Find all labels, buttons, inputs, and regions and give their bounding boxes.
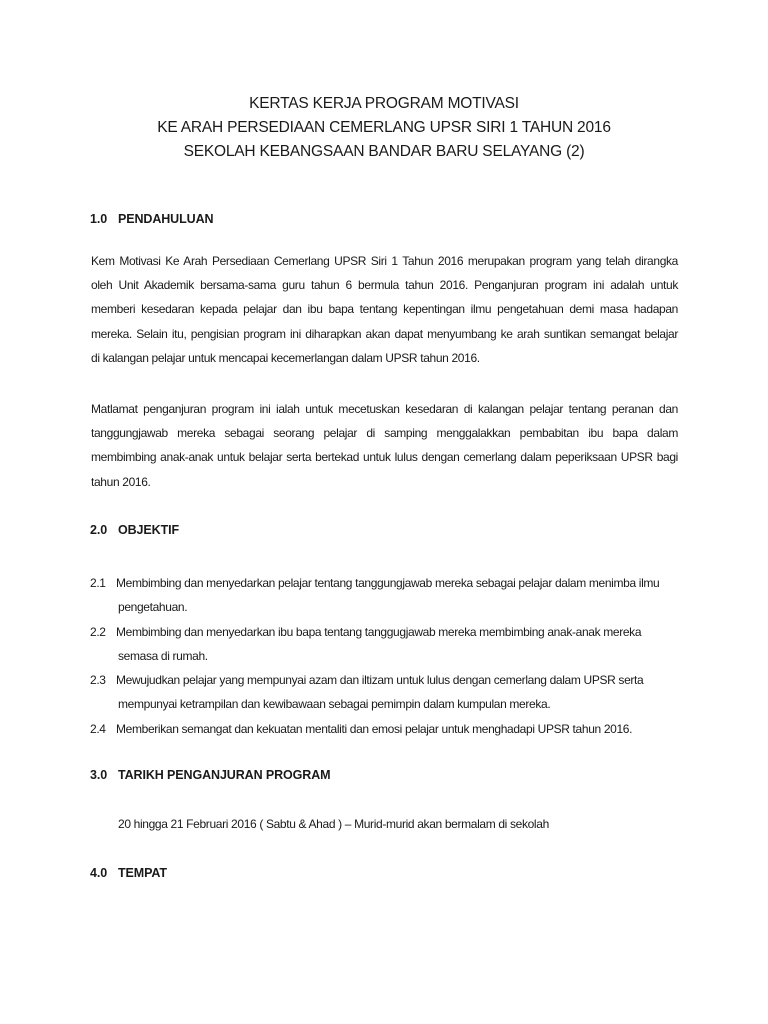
section-4-number: 4.0 — [90, 866, 108, 880]
objective-continuation: pengetahuan. — [118, 600, 188, 615]
introduction-paragraph-1 — [91, 249, 678, 370]
objective-item — [90, 571, 690, 620]
objectives-list — [90, 571, 690, 741]
section-1-heading — [90, 212, 213, 226]
section-2-number: 2.0 — [90, 523, 108, 537]
section-4-heading — [90, 866, 167, 880]
paragraph-line: oleh Unit Akademik bersama-sama guru tahun 6 bermula tahun 2016. Penganjuran program ini adalah untuk — [91, 278, 678, 293]
section-2-heading — [90, 523, 179, 537]
title-line-2: KE ARAH PERSEDIAAN CEMERLANG UPSR SIRI 1 TAHUN 2016 — [157, 119, 611, 136]
objective-item — [90, 668, 690, 717]
title-line-3: SEKOLAH KEBANGSAAN BANDAR BARU SELAYANG (2) — [183, 143, 585, 160]
program-date-text: 20 hingga 21 Februari 2016 ( Sabtu & Ahad ) – Murid-murid akan bermalam di sekolah — [118, 817, 549, 831]
objective-continuation: semasa di rumah. — [118, 648, 208, 663]
paragraph-line: tahun 2016. — [91, 474, 151, 489]
paragraph-line: Matlamat penganjuran program ini ialah untuk mecetuskan kesedaran di kalangan pelajar tentang peranan dan — [91, 402, 678, 416]
section-2-title: OBJEKTIF — [118, 523, 180, 537]
paragraph-line: tanggungjawab mereka sebagai seorang pelajar di samping menggalakkan pembabitan ibu bapa dalam — [91, 426, 678, 441]
section-4-title: TEMPAT — [118, 866, 167, 880]
section-1-number: 1.0 — [90, 212, 108, 226]
title-line-1: KERTAS KERJA PROGRAM MOTIVASI — [249, 95, 519, 112]
objective-text: Membimbing dan menyedarkan ibu bapa tentang tanggugjawab mereka membimbing anak-anak mereka — [116, 624, 642, 639]
paragraph-line: mereka. Selain itu, pengisian program ini diharapkan akan dapat menyumbang ke arah suntikan semangat belajar — [91, 326, 678, 341]
paragraph-line: membimbing anak-anak untuk belajar serta bertekad untuk lulus dengan cemerlang dalam peperiksaan UPSR bagi — [91, 450, 678, 465]
section-3-heading — [90, 768, 330, 782]
introduction-paragraph-2 — [91, 397, 678, 494]
paragraph-line: di kalangan pelajar untuk mencapai kecemerlangan dalam UPSR tahun 2016. — [91, 350, 480, 365]
objective-text: Mewujudkan pelajar yang mempunyai azam dan iltizam untuk lulus dengan cemerlang dalam UPSR serta — [116, 673, 644, 688]
document-title — [0, 92, 768, 164]
objective-item — [90, 717, 690, 741]
objective-number: 2.3 — [90, 673, 106, 688]
objective-item — [90, 620, 690, 669]
objective-text: Memberikan semangat dan kekuatan mentaliti dan emosi pelajar untuk menghadapi UPSR tahun 2016. — [116, 721, 633, 736]
objective-number: 2.1 — [90, 576, 106, 590]
section-1-title: PENDAHULUAN — [118, 212, 214, 226]
objective-number: 2.4 — [90, 721, 106, 736]
section-3-number: 3.0 — [90, 768, 108, 782]
objective-text: Membimbing dan menyedarkan pelajar tentang tanggungjawab mereka sebagai pelajar dalam menimba ilmu — [116, 576, 660, 590]
paragraph-line: memberi kesedaran kepada pelajar dan ibu bapa tentang kepentingan ilmu pengetahuan demi masa hadapan — [91, 302, 678, 317]
objective-number: 2.2 — [90, 624, 106, 639]
paragraph-line: Kem Motivasi Ke Arah Persediaan Cemerlang UPSR Siri 1 Tahun 2016 merupakan program yang telah dirangka — [91, 254, 678, 268]
section-3-title: TARIKH PENGANJURAN PROGRAM — [118, 768, 331, 782]
objective-continuation: mempunyai ketrampilan dan kewibawaan sebagai pemimpin dalam kumpulan mereka. — [118, 697, 551, 712]
